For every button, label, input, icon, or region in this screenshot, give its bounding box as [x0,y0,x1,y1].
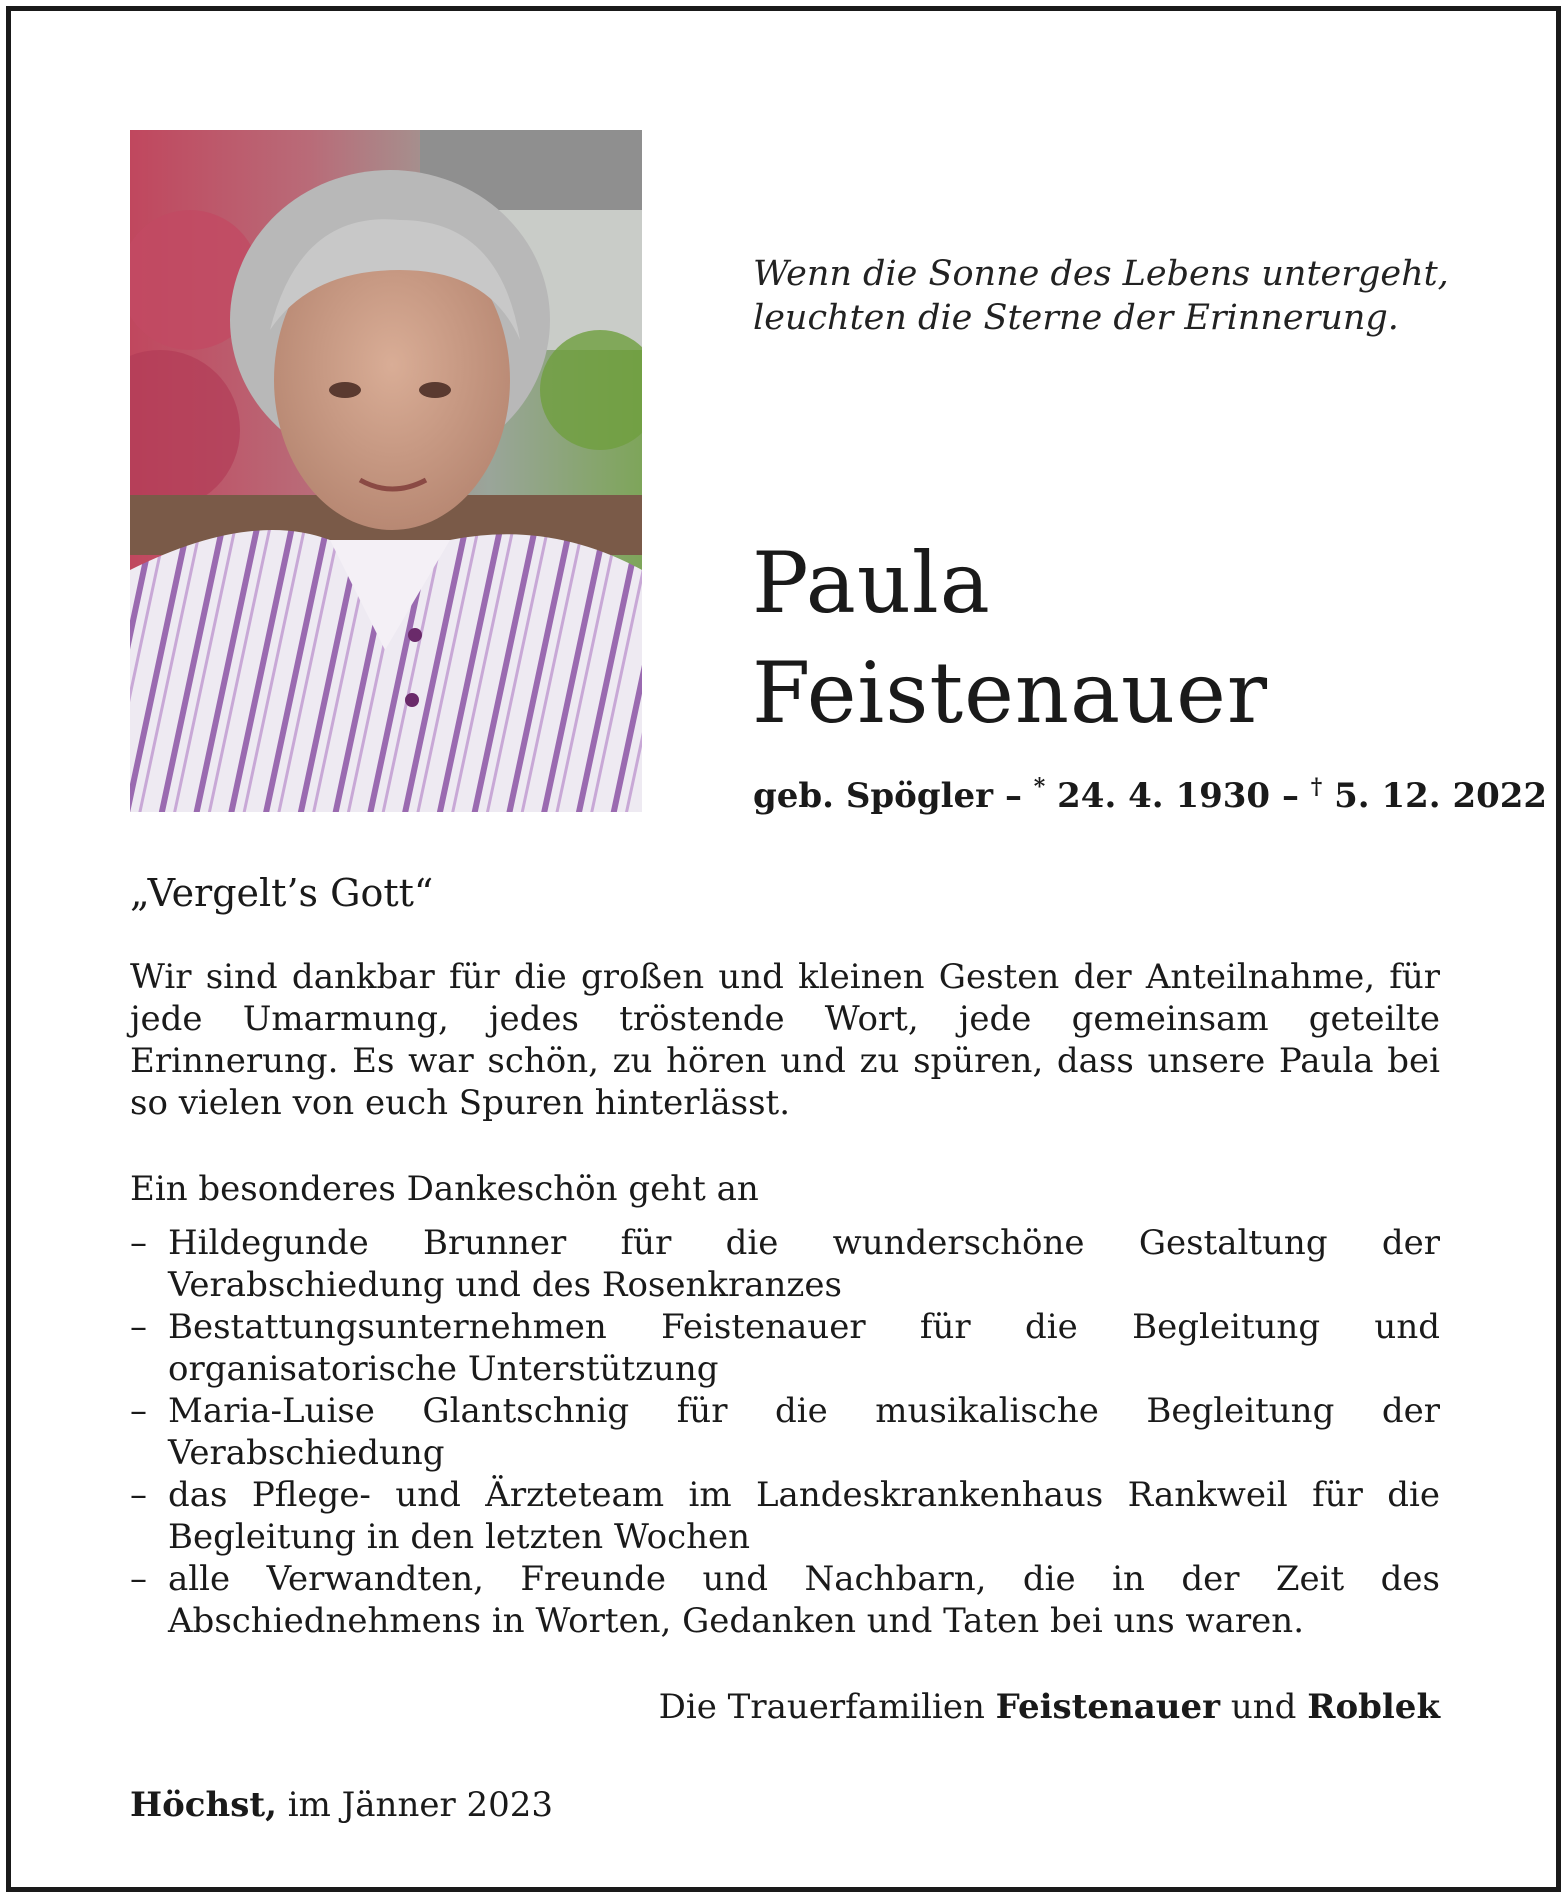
list-item [130,1390,1440,1474]
place-date-text: im Jänner 2023 [287,1785,554,1825]
first-name: Paula [752,534,991,632]
family-signature [130,1686,1440,1728]
list-item [130,1222,1440,1306]
list-item [130,1558,1440,1642]
portrait-photo-illustration [130,130,642,812]
maiden-name: geb. Spögler [753,776,994,816]
place-town: Höchst, [130,1785,277,1825]
last-name: Feistenauer [752,644,1268,742]
family-name-2: Roblek [1307,1687,1440,1727]
list-item-text: Hildegunde Brunner für die wunderschöne Gestaltung der Verabschiedung und des Rosenkranzes [168,1223,1440,1305]
thanks-list [130,1222,1440,1642]
motto-line-1: Wenn die Sonne des Lebens untergeht, [753,254,1449,294]
list-dash: – [130,1475,147,1515]
list-dash: – [130,1391,147,1431]
birth-symbol: * [1033,774,1046,800]
place-date [130,1784,930,1826]
family-name-1: Feistenauer [995,1687,1220,1727]
list-item [130,1474,1440,1558]
list-item-text: alle Verwandten, Freunde und Nachbarn, die in der Zeit des Abschiednehmens in Worten, Gedanken und Taten bei uns waren. [168,1559,1440,1641]
list-dash: – [130,1559,147,1599]
list-item-text: das Pflege- und Ärzteteam im Landeskrankenhaus Rankweil für die Begleitung in den letzten Wochen [168,1475,1440,1557]
list-item [130,1306,1440,1390]
thanks-heading: „Vergelt’s Gott“ [130,871,434,915]
motto-line-2: leuchten die Sterne der Erinnerung. [753,298,1399,338]
list-item-text: Maria-Luise Glantschnig für die musikalische Begleitung der Verabschiedung [168,1391,1440,1473]
thanks-paragraph: Wir sind dankbar für die großen und kleinen Gesten der Anteilnahme, für jede Umarmung, jedes tröstende Wort, jede gemeinsam geteilte Erinnerung. Es war schön, zu hören und zu spüren, dass unsere Paula bei so vielen von euch Spuren hinterlässt. [130,957,1440,1123]
deceased-name [752,528,1512,748]
death-date: 5. 12. 2022 [1334,776,1548,816]
motto-quote [753,252,1453,340]
signature-prefix: Die Trauerfamilien [658,1687,985,1727]
signature-connector: und [1230,1687,1297,1727]
thanks-intro: Ein besonderes Dankeschön geht an [130,1169,759,1209]
list-dash: – [130,1223,147,1263]
portrait-photo [130,130,642,812]
birth-date: 24. 4. 1930 [1057,776,1271,816]
life-dates: geb. Spögler – * 24. 4. 1930 – † 5. 12. 2022 [753,774,1548,816]
list-item-text: Bestattungsunternehmen Feistenauer für die Begleitung und organisatorische Unterstützung [168,1307,1440,1389]
death-symbol: † [1310,774,1323,800]
list-dash: – [130,1307,147,1347]
